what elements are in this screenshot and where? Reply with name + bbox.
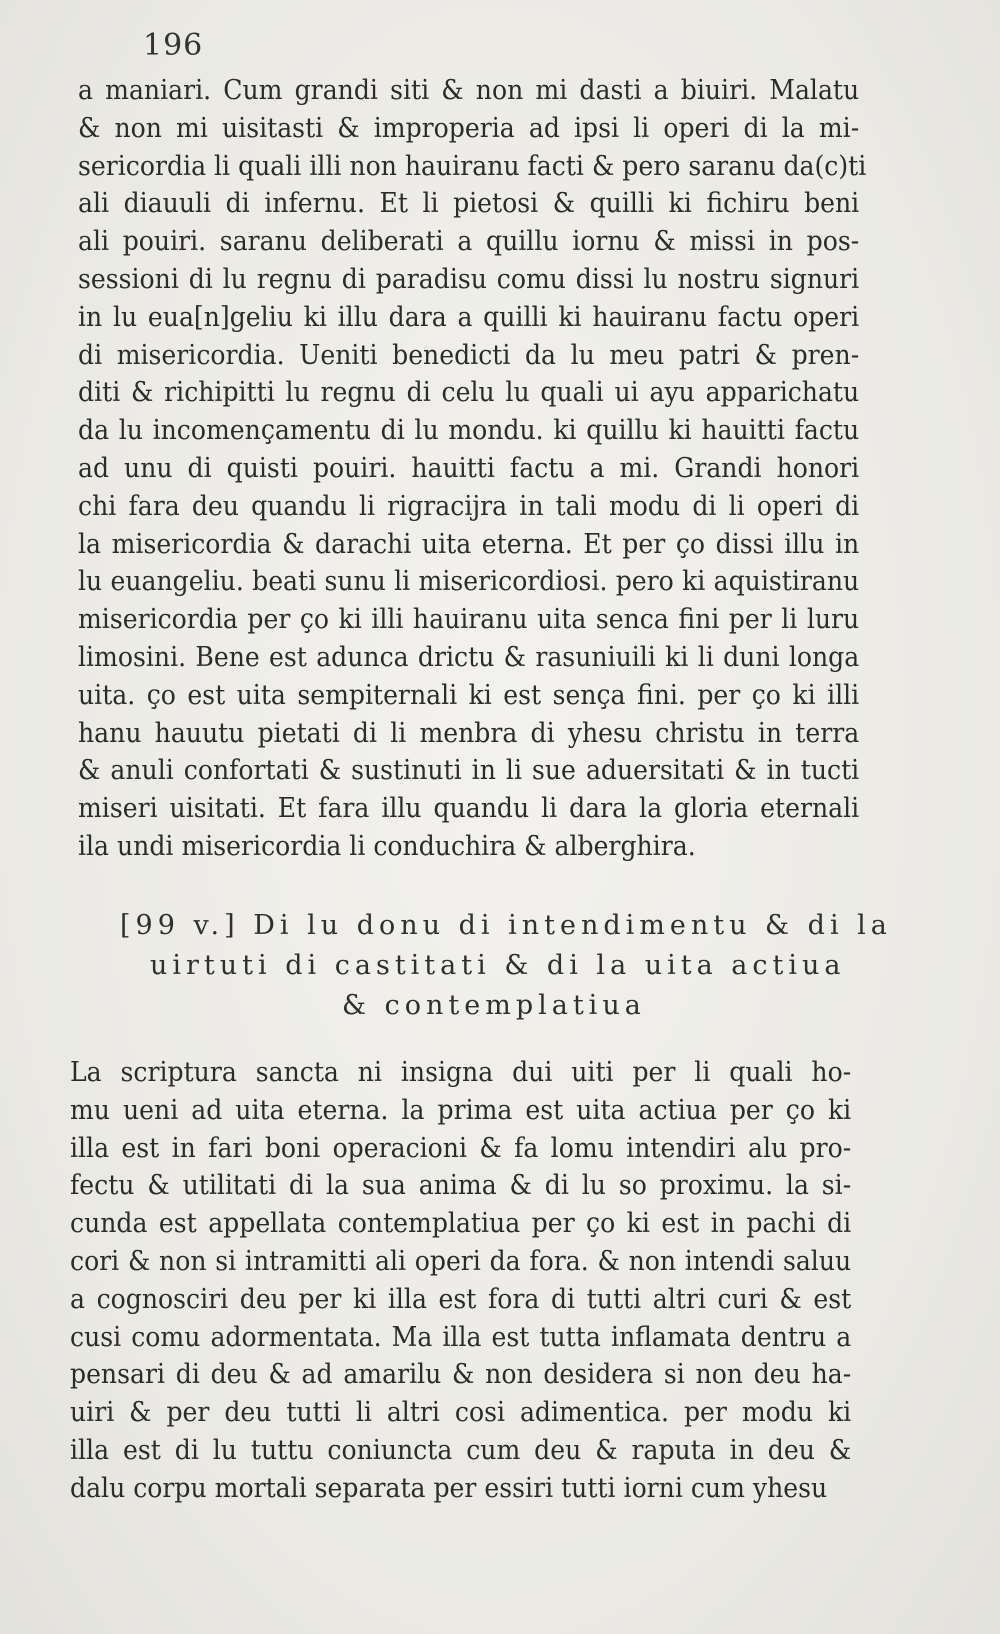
text-line: ila undi misericordia li conduchira & alberghira. bbox=[78, 830, 696, 862]
text-line: ali pouiri. saranu deliberati a quillu iornu & missi in pos- bbox=[78, 226, 860, 258]
text-line: illa est in fari boni operacioni & fa lomu intendiri alu pro- bbox=[70, 1132, 852, 1164]
text-line: limosini. Bene est adunca drictu & rasuniuili ki li duni longa bbox=[78, 641, 860, 673]
text-line: hanu hauutu pietati di li menbra di yhesu christu in terra bbox=[78, 717, 860, 749]
text-line: & anuli confortati & sustinuti in li sue aduersitati & in tucti bbox=[78, 755, 860, 787]
text-line: fectu & utilitati di la sua anima & di lu so proximu. la si- bbox=[70, 1170, 852, 1202]
text-line: in lu eua[n]geliu ki illu dara a quilli ki hauiranu factu operi bbox=[78, 301, 860, 333]
chapter-heading bbox=[110, 906, 910, 1026]
page-number: 196 bbox=[143, 28, 204, 63]
text-line: mu ueni ad uita eterna. la prima est uita actiua per ço ki bbox=[70, 1094, 852, 1126]
heading-line: uirtuti di castitati & di la uita actiua bbox=[150, 950, 846, 981]
text-line: misericordia per ço ki illi hauiranu uita senca fini per li luru bbox=[78, 604, 860, 636]
text-line: pensari di deu & ad amarilu & non desidera si non deu ha- bbox=[70, 1359, 852, 1391]
text-line: uiri & per deu tutti li altri cosi adimentica. per modu ki bbox=[70, 1397, 852, 1429]
text-line: miseri uisitati. Et fara illu quandu li dara la gloria eternali bbox=[78, 793, 860, 825]
text-line: cori & non si intramitti ali operi da fora. & non intendi saluu bbox=[70, 1245, 852, 1277]
text-line: lu euangeliu. beati sunu li misericordiosi. pero ki aquistiranu bbox=[78, 566, 860, 598]
text-line: chi fara deu quandu li rigracijra in tali modu di li operi di bbox=[78, 490, 860, 522]
paragraph-1 bbox=[78, 72, 867, 866]
text-line: a cognosciri deu per ki illa est fora di tutti altri curi & est bbox=[70, 1283, 852, 1315]
text-line: illa est di lu tuttu coniuncta cum deu & raputa in deu & bbox=[70, 1434, 852, 1466]
heading-line: [99 v.] Di lu donu di intendimentu & di la bbox=[120, 910, 892, 941]
text-line: da lu incomençamentu di lu mondu. ki quillu ki hauitti factu bbox=[78, 415, 860, 447]
text-line: sessioni di lu regnu di paradisu comu dissi lu nostru signuri bbox=[78, 263, 860, 295]
text-line: dalu corpu mortali separata per essiri tutti iorni cum yhesu bbox=[70, 1472, 828, 1504]
text-line: a maniari. Cum grandi siti & non mi dasti a biuiri. Malatu bbox=[78, 75, 860, 106]
text-line: ad unu di quisti pouiri. hauitti factu a mi. Grandi honori bbox=[78, 452, 860, 484]
text-line: cusi comu adormentata. Ma illa est tutta inflamata dentru a bbox=[70, 1321, 852, 1353]
text-line: di misericordia. Ueniti benedicti da lu meu patri & pren- bbox=[78, 339, 860, 371]
heading-line: & contemplatiua bbox=[342, 990, 646, 1021]
text-line: cunda est appellata contemplatiua per ço ki est in pachi di bbox=[70, 1208, 852, 1240]
text-line: sericordia li quali illi non hauiranu facti & pero saranu da(c)ti bbox=[78, 150, 867, 182]
text-line: & non mi uisitasti & improperia ad ipsi li operi di la mi- bbox=[78, 112, 860, 144]
text-line: la misericordia & darachi uita eterna. Et per ço dissi illu in bbox=[78, 528, 860, 560]
paragraph-2 bbox=[70, 1054, 851, 1508]
text-line: La scriptura sancta ni insigna dui uiti per li quali ho- bbox=[70, 1057, 852, 1088]
text-line: ali diauuli di infernu. Et li pietosi & quilli ki fichiru beni bbox=[78, 188, 860, 220]
text-line: diti & richipitti lu regnu di celu lu quali ui ayu apparichatu bbox=[78, 377, 860, 409]
text-line: uita. ço est uita sempiternali ki est sença fini. per ço ki illi bbox=[78, 679, 860, 711]
